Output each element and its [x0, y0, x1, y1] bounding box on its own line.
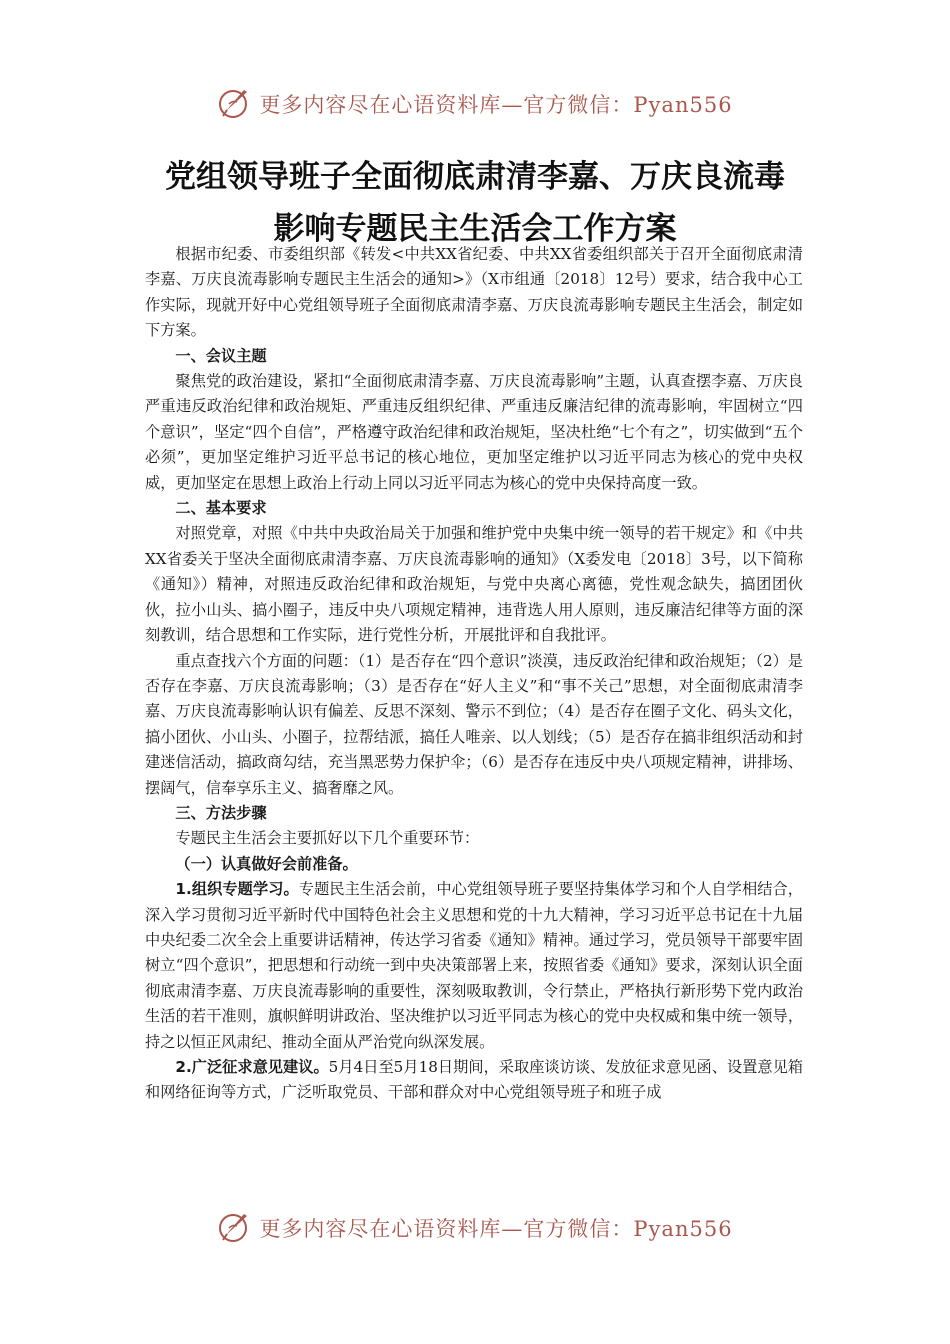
section3-heading: 三、方法步骤: [175, 803, 267, 822]
watermark-banner-bottom: [0, 1208, 950, 1248]
section1-heading: 一、会议主题: [175, 346, 267, 365]
item2-text: 5月4日至5月18日期间，采取座谈访谈、发放征求意见函、设置意见箱和网络征询等方式，广泛听取党员、干部和群众对中心党组领导班子和班子成: [145, 1058, 803, 1102]
item2-label: 2.广泛征求意见建议。: [175, 1058, 329, 1076]
intro-paragraph: 根据市纪委、市委组织部《转发<中共XX省纪委、中共XX省委组织部关于召开全面彻底肃清李嘉、万庆良流毒影响专题民主生活会的通知>》（X市组通〔2018〕12号）要求，结合我中心工作实际，现就开好中心党组领导班子全面彻底肃清李嘉、万庆良流毒影响专题民主生活会，制定如下方案。: [145, 245, 803, 340]
section3-intro: 专题民主生活会主要抓好以下几个重要环节：: [175, 829, 480, 848]
quill-logo-icon: [217, 86, 253, 122]
item2-paragraph: [145, 1055, 803, 1106]
section2-heading: 二、基本要求: [175, 499, 267, 518]
item1-text: 专题民主生活会前，中心党组领导班子要坚持集体学习和个人自学相结合，深入学习贯彻习近平新时代中国特色社会主义思想和党的十九大精神，学习习近平总书记在十九届中央纪委二次全会上重要讲话精神，传达学习省委《通知》精神。通过学习，党员领导干部要牢固树立“四个意识”，把思想和行动统一到中央决策部署上来，按照省委《通知》要求，深刻认识全面彻底肃清李嘉、万庆良流毒影响的重要性，深刻吸取教训，令行禁止，严格执行新形势下党内政治生活的若干准则，旗帜鲜明讲政治、坚决维护以习近平同志为核心的党中央权威和集中统一领导，持之以恒正风肃纪、推动全面从严治党向纵深发展。: [145, 880, 803, 1051]
document-title-line1: 党组领导班子全面彻底肃清李嘉、万庆良流毒: [165, 159, 785, 195]
document-body: [145, 242, 803, 1106]
watermark-banner-top: [0, 84, 950, 124]
section2-paragraph-2: 重点查找六个方面的问题：（1）是否存在“四个意识”淡漠，违反政治纪律和政治规矩；（2）是否存在李嘉、万庆良流毒影响；（3）是否存在“好人主义”和“事不关己”思想，对全面彻底肃清李嘉、万庆良流毒影响认识有偏差、反思不深刻、警示不到位；（4）是否存在圈子文化、码头文化，搞小团伙、小山头、小圈子，拉帮结派，搞任人唯亲、以人划线；（5）是否存在搞非组织活动和封建迷信活动，搞政商勾结，充当黑恶势力保护伞；（6）是否存在违反中央八项规定精神，讲排场、摆阔气，信奉享乐主义、搞奢靡之风。: [145, 651, 803, 797]
item1-label: 1.组织专题学习。: [175, 880, 299, 899]
section1-paragraph: 聚焦党的政治建设，紧扣“全面彻底肃清李嘉、万庆良流毒影响”主题，认真查摆李嘉、万庆良严重违反政治纪律和政治规矩、严重违反组织纪律、严重违反廉洁纪律的流毒影响，牢固树立“四个意识”，坚定“四个自信”，严格遵守政治纪律和政治规矩，坚决杜绝“七个有之”，切实做到“五个必须”，更加坚定维护习近平总书记的核心地位，更加坚定维护以习近平同志为核心的党中央权威，更加坚定在思想上政治上行动上同以习近平同志为核心的党中央保持高度一致。: [145, 372, 803, 492]
subsection1-heading: （一）认真做好会前准备。: [175, 854, 358, 873]
watermark-text: 更多内容尽在心语资料库—官方微信：Pyan556: [259, 1217, 733, 1241]
item1-paragraph: [145, 877, 803, 1055]
quill-logo-icon: [217, 1210, 253, 1246]
document-title-line2: 影响专题民主生活会工作方案: [273, 211, 677, 247]
watermark-text: 更多内容尽在心语资料库—官方微信：Pyan556: [259, 93, 733, 117]
section2-paragraph-1: 对照党章，对照《中共中央政治局关于加强和维护党中央集中统一领导的若干规定》和《中共XX省委关于坚决全面彻底肃清李嘉、万庆良流毒影响的通知》（X委发电〔2018〕3号，以下简称《通知》）精神，对照违反政治纪律和政治规矩，与党中央离心离德，党性观念缺失，搞团团伙伙，拉小山头、搞小圈子，违反中央八项规定精神，违背选人用人原则，违反廉洁纪律等方面的深刻教训，结合思想和工作实际，进行党性分析，开展批评和自我批评。: [145, 524, 803, 645]
